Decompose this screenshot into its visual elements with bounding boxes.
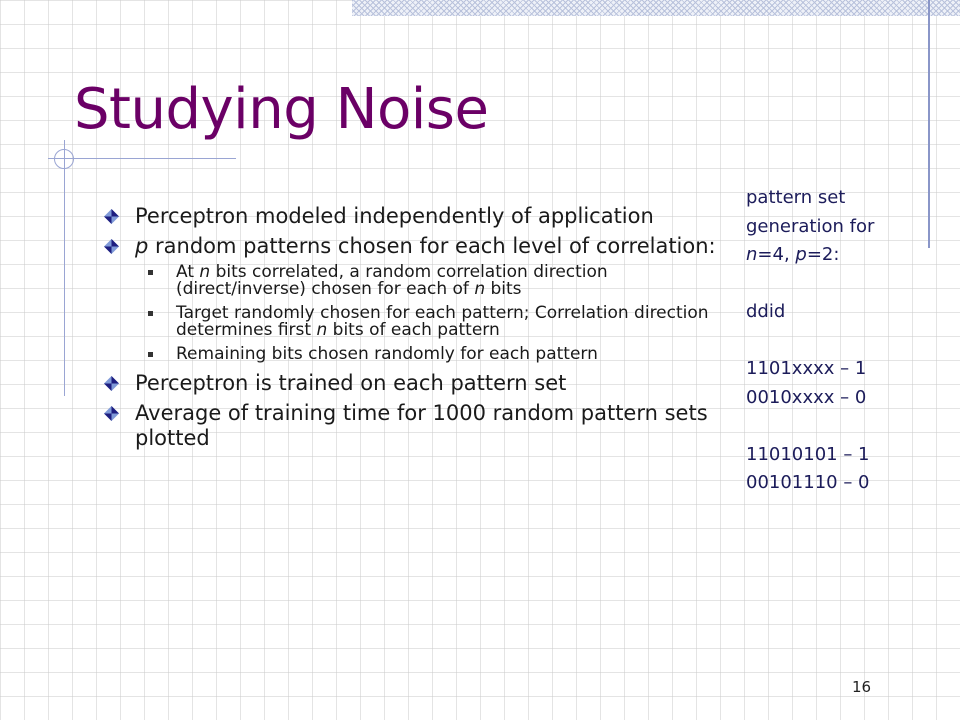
bullet-item bbox=[104, 371, 716, 396]
diamond-bullet-icon bbox=[104, 209, 119, 224]
diamond-bullet-icon bbox=[104, 376, 119, 391]
sidebar-spacer bbox=[746, 327, 946, 356]
variable-n: n bbox=[316, 320, 328, 340]
variable-n: n bbox=[746, 244, 758, 265]
sub-bullet-item bbox=[104, 305, 716, 339]
param-value: =4, bbox=[757, 244, 796, 265]
pattern-row: 0010xxxx – 0 bbox=[746, 386, 867, 408]
sidebar-spacer bbox=[746, 270, 946, 299]
square-bullet-icon bbox=[148, 352, 153, 357]
bullet-list bbox=[104, 204, 716, 456]
page-number: 16 bbox=[852, 678, 872, 696]
sidebar-params-line bbox=[746, 241, 946, 270]
param-value: =2: bbox=[806, 244, 840, 265]
bullet-item bbox=[104, 401, 716, 451]
sub-bullet-text: bits bbox=[485, 279, 522, 299]
sub-bullet-text: At bbox=[176, 262, 200, 282]
variable-n: n bbox=[474, 279, 486, 299]
sidebar-ddid: ddid bbox=[746, 301, 786, 322]
variable-p: p bbox=[795, 244, 807, 265]
rule-circle-ornament bbox=[54, 149, 74, 169]
title-underline-rule bbox=[48, 158, 236, 159]
pattern-row: 1101xxxx – 1 bbox=[746, 358, 867, 379]
sub-bullet-item bbox=[104, 264, 716, 298]
left-vertical-rule bbox=[64, 140, 65, 396]
sub-bullet-list bbox=[104, 264, 716, 363]
pattern-row: 00101110 – 0 bbox=[746, 472, 870, 493]
sub-bullet-text: bits correlated, a random correlation direction (direct/inverse) chosen for each of bbox=[176, 262, 608, 299]
sub-bullet-text: bits of each pattern bbox=[327, 320, 500, 340]
sub-bullet-item bbox=[104, 346, 716, 363]
sub-bullet-text: Remaining bits chosen randomly for each pattern bbox=[176, 344, 598, 364]
variable-n: n bbox=[199, 262, 211, 282]
sidebar-line: generation for bbox=[746, 215, 875, 237]
bullet-item bbox=[104, 204, 716, 229]
bullet-variable-p: p bbox=[135, 234, 149, 258]
square-bullet-icon bbox=[148, 311, 153, 316]
sub-bullet-text: Target randomly chosen for each pattern; Correlation direction determines first bbox=[176, 303, 709, 340]
bullet-text: random patterns chosen for each level of correlation: bbox=[148, 234, 716, 258]
diamond-bullet-icon bbox=[104, 406, 119, 421]
top-decoration-band bbox=[352, 0, 960, 16]
bullet-text: Perceptron modeled independently of application bbox=[135, 204, 654, 228]
pattern-row: 11010101 – 1 bbox=[746, 443, 870, 465]
slide-title: Studying Noise bbox=[74, 77, 489, 142]
pattern-set-sidebar bbox=[746, 184, 946, 498]
bullet-text: Perceptron is trained on each pattern set bbox=[135, 371, 567, 395]
square-bullet-icon bbox=[148, 270, 153, 275]
bullet-text: Average of training time for 1000 random pattern sets plotted bbox=[135, 401, 708, 450]
bullet-item bbox=[104, 234, 716, 259]
sidebar-line: pattern set bbox=[746, 187, 846, 208]
diamond-bullet-icon bbox=[104, 239, 119, 254]
sidebar-spacer bbox=[746, 412, 946, 441]
